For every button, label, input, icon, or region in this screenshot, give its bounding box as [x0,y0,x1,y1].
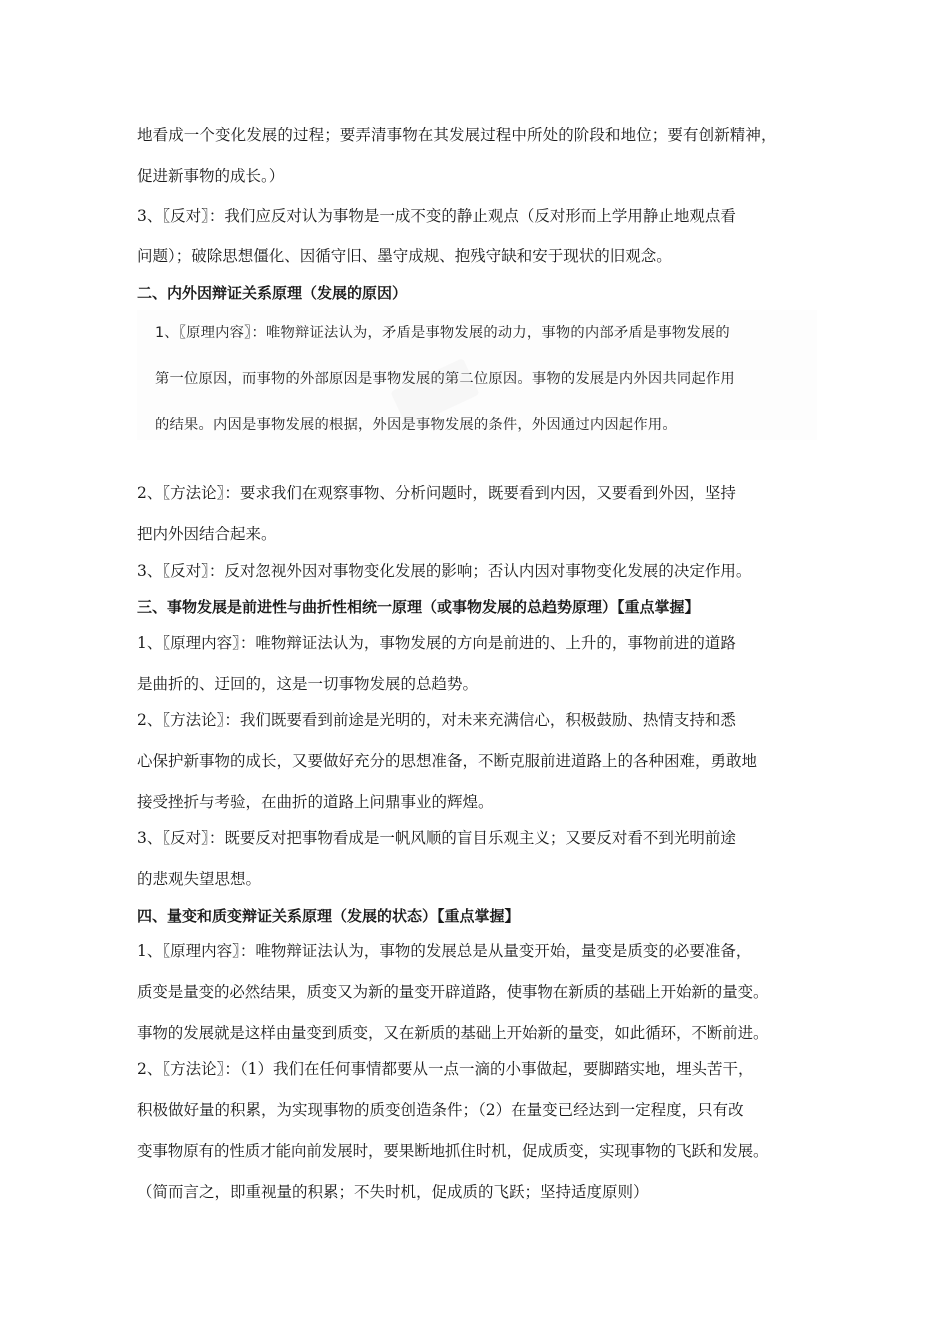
text-line: 变事物原有的性质才能向前发展时，要果断地抓住时机，促成质变，实现事物的飞跃和发展。 [137,1142,769,1160]
text-line: 事物的发展就是这样由量变到质变，又在新质的基础上开始新的量变，如此循环，不断前进。 [137,1024,769,1042]
text-line: 问题）；破除思想僵化、因循守旧、墨守成规、抱残守缺和安于现状的旧观念。 [137,247,672,265]
text-line: 把内外因结合起来。 [137,525,277,543]
image-text-line: 1、〖原理内容〗：唯物辩证法认为，矛盾是事物发展的动力，事物的内部矛盾是事物发展的 [155,325,730,341]
text-line: 接受挫折与考验，在曲折的道路上问鼎事业的辉煌。 [137,793,494,811]
section-heading: 四、量变和质变辩证关系原理（发展的状态）【重点掌握】 [137,907,520,925]
text-line: 3、〖反对〗：我们应反对认为事物是一成不变的静止观点（反对形而上学用静止地观点看 [137,207,736,225]
text-line: （简而言之，即重视量的积累；不失时机，促成质的飞跃；坚持适度原则） [137,1183,649,1201]
text-line: 积极做好量的积累，为实现事物的质变创造条件；（2）在量变已经达到一定程度，只有改 [137,1101,744,1119]
text-line: 2、〖方法论〗：（1）我们在任何事情都要从一点一滴的小事做起，要脚踏实地，埋头苦干， [137,1060,754,1078]
text-line: 的悲观失望思想。 [137,870,262,888]
text-line: 促进新事物的成长。） [137,167,285,185]
text-line: 是曲折的、迂回的，这是一切事物发展的总趋势。 [137,675,479,693]
text-line: 1、〖原理内容〗：唯物辩证法认为，事物发展的方向是前进的、上升的，事物前进的道路 [137,634,736,652]
section-heading: 二、内外因辩证关系原理（发展的原因） [137,284,408,302]
text-line: 2、〖方法论〗：我们既要看到前途是光明的，对未来充满信心，积极鼓励、热情支持和悉 [137,711,736,729]
image-text-line: 第一位原因，而事物的外部原因是事物发展的第二位原因。事物的发展是内外因共同起作用 [155,371,735,387]
text-line: 心保护新事物的成长，又要做好充分的思想准备，不断克服前进道路上的各种困难，勇敢地 [137,752,758,770]
text-line: 1、〖原理内容〗：唯物辩证法认为，事物的发展总是从量变开始，量变是质变的必要准备， [137,942,752,960]
text-line: 3、〖反对〗：反对忽视外因对事物变化发展的影响；否认内因对事物变化发展的决定作用。 [137,562,752,580]
text-line: 质变是量变的必然结果，质变又为新的量变开辟道路，使事物在新质的基础上开始新的量变。 [137,983,769,1001]
text-line: 3、〖反对〗：既要反对把事物看成是一帆风顺的盲目乐观主义；又要反对看不到光明前途 [137,829,736,847]
text-line: 2、〖方法论〗：要求我们在观察事物、分析问题时，既要看到内因，又要看到外因，坚持 [137,484,736,502]
image-text-line: 的结果。内因是事物发展的根据，外因是事物发展的条件，外因通过内因起作用。 [155,417,677,433]
text-line: 地看成一个变化发展的过程；要弄清事物在其发展过程中所处的阶段和地位；要有创新精神， [137,126,777,144]
embedded-text-image [137,310,817,440]
section-heading: 三、事物发展是前进性与曲折性相统一原理（或事物发展的总趋势原理）【重点掌握】 [137,598,700,616]
